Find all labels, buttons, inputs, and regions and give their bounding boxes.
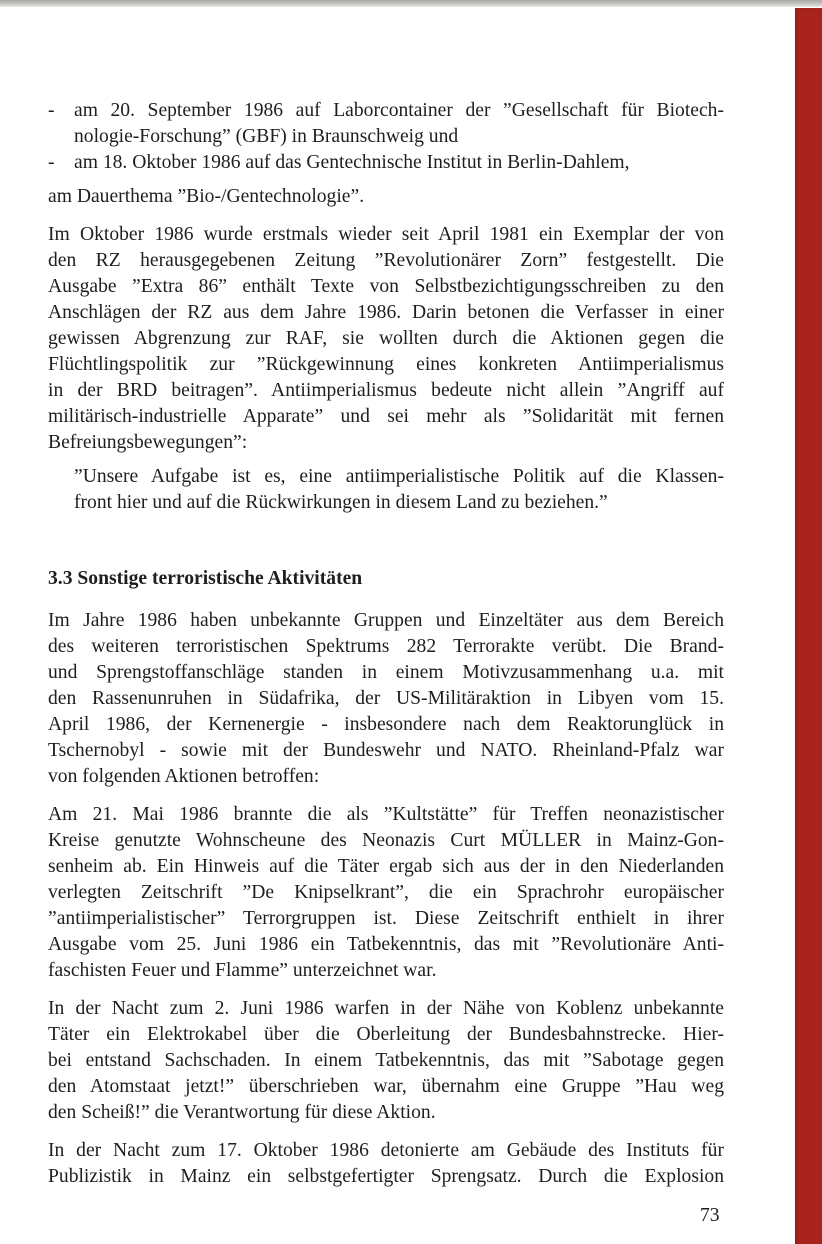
paragraph-overview	[48, 608, 724, 790]
text-line: am 20. September 1986 auf Laborcontainer der ”Gesellschaft für Biotech-	[74, 100, 724, 121]
text-line: faschisten Feuer und Flamme” unterzeichnet war.	[48, 960, 437, 982]
intro-bullet-list	[48, 98, 724, 176]
paragraph-mainz-publizistik	[48, 1138, 724, 1190]
text-line: Ausgabe ”Extra 86” enthält Texte von Selbstbezichtigungsschreiben zu den	[48, 276, 724, 297]
text-line: militärisch-industrielle Apparate” und sei mehr als ”Solidarität mit fernen	[48, 406, 724, 427]
text-line: front hier und auf die Rückwirkungen in diesem Land zu beziehen.”	[74, 492, 608, 513]
text-line: April 1986, der Kernenergie - insbesondere nach dem Reaktorunglück in	[48, 714, 724, 736]
text-line: den Rassenunruhen in Südafrika, der US-Militäraktion in Libyen vom 15.	[48, 688, 724, 710]
text-line: und Sprengstoffanschläge standen in einem Motivzusammenhang u.a. mit	[48, 662, 724, 684]
text-line: den Atomstaat jetzt!” überschrieben war, übernahm eine Gruppe ”Hau weg	[48, 1076, 724, 1098]
text-line: In der Nacht zum 17. Oktober 1986 detonierte am Gebäude des Instituts für	[48, 1140, 724, 1162]
text-line: in der BRD beitragen”. Antiimperialismus bedeute nicht allein ”Angriff auf	[48, 380, 724, 401]
scan-top-edge	[0, 0, 822, 7]
text-line: senheim ab. Ein Hinweis auf die Täter ergab sich aus der in den Niederlanden	[48, 856, 724, 878]
text-line: nologie-Forschung” (GBF) in Braunschweig und	[74, 126, 459, 147]
text-line: den RZ herausgegebenen Zeitung ”Revolutionärer Zorn” festgestellt. Die	[48, 250, 724, 271]
block-quote	[48, 464, 724, 516]
text-line: Ausgabe vom 25. Juni 1986 ein Tatbekenntnis, das mit ”Revolutionäre Anti-	[48, 934, 724, 956]
text-line: Publizistik in Mainz ein selbstgefertigter Sprengsatz. Durch die Explosion	[48, 1166, 724, 1188]
text-line: des weiteren terroristischen Spektrums 282 Terrorakte verübt. Die Brand-	[48, 636, 724, 658]
paragraph-mainz-gonsenheim	[48, 802, 724, 984]
text-line: Kreise genutzte Wohnscheune des Neonazis Curt MÜLLER in Mainz-Gon-	[48, 830, 724, 852]
text-line: ”Unsere Aufgabe ist es, eine antiimperialistische Politik auf die Klassen-	[74, 466, 724, 487]
text-line: Tschernobyl - sowie mit der Bundeswehr und NATO. Rheinland-Pfalz war	[48, 740, 724, 762]
text-line: am 18. Oktober 1986 auf das Gentechnische Institut in Berlin-Dahlem,	[74, 152, 630, 173]
text-line: bei entstand Sachschaden. In einem Tatbekenntnis, das mit ”Sabotage gegen	[48, 1050, 724, 1072]
section-heading: 3.3 Sonstige terroristische Aktivitäten	[48, 568, 363, 589]
text-line: Täter ein Elektrokabel über die Oberleitung der Bundesbahnstrecke. Hier-	[48, 1024, 724, 1046]
text-line: Flüchtlingspolitik zur ”Rückgewinnung eines konkreten Antiimperialismus	[48, 354, 724, 375]
text-line: Am 21. Mai 1986 brannte die als ”Kultstätte” für Treffen neonazistischer	[48, 804, 724, 826]
intro-tail: am Dauerthema ”Bio-/Gentechnologie”.	[48, 186, 365, 207]
text-line: den Scheiß!” die Verantwortung für diese Aktion.	[48, 1102, 436, 1124]
text-line: verlegten Zeitschrift ”De Knipselkrant”, die ein Sprachrohr europäischer	[48, 882, 724, 904]
text-line: Im Oktober 1986 wurde erstmals wieder seit April 1981 ein Exemplar der von	[48, 224, 724, 245]
text-line: Anschlägen der RZ aus dem Jahre 1986. Darin betonen die Verfasser in einer	[48, 302, 724, 323]
text-line: In der Nacht zum 2. Juni 1986 warfen in der Nähe von Koblenz unbekannte	[48, 998, 724, 1020]
document-page	[48, 98, 724, 1190]
paragraph-rz-newspaper	[48, 222, 724, 456]
list-item	[48, 150, 724, 176]
paragraph-koblenz	[48, 996, 724, 1126]
text-line: Im Jahre 1986 haben unbekannte Gruppen und Einzeltäter aus dem Bereich	[48, 610, 724, 632]
text-line: Befreiungsbewegungen”:	[48, 432, 248, 453]
book-edge-strip	[795, 8, 822, 1244]
text-line: gewissen Abgrenzung zur RAF, sie wollten durch die Aktionen gegen die	[48, 328, 724, 349]
text-line: ”antiimperialistischer” Terrorgruppen ist. Diese Zeitschrift enthielt in ihrer	[48, 908, 724, 930]
dash-bullet: -	[48, 152, 55, 173]
page-number: 73	[700, 1205, 720, 1226]
text-line: von folgenden Aktionen betroffen:	[48, 766, 320, 788]
dash-bullet: -	[48, 100, 55, 121]
list-item	[48, 98, 724, 150]
